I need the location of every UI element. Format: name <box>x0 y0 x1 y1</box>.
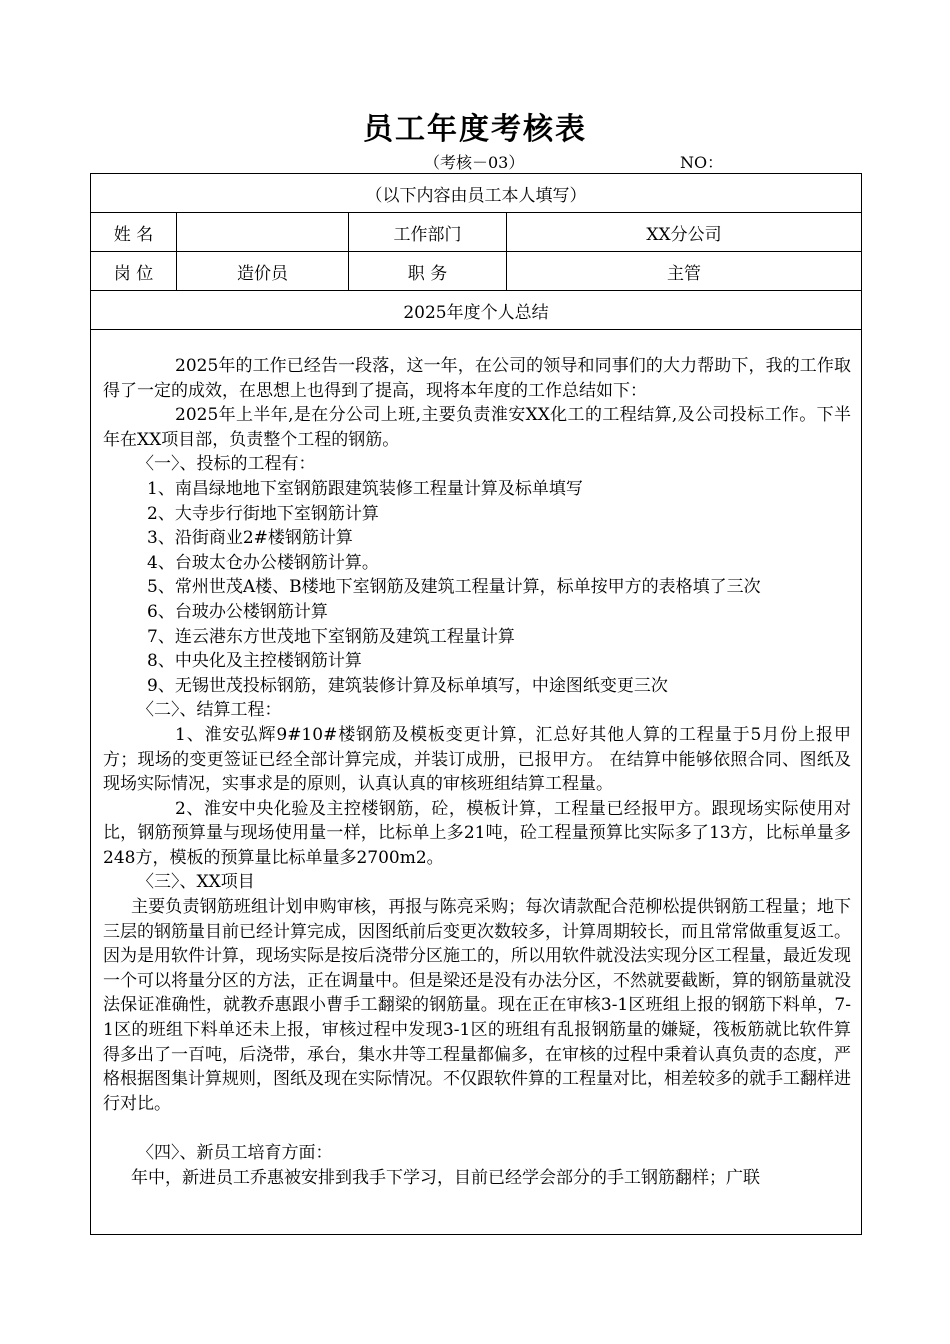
summary-title: 2025年度个人总结 <box>91 291 862 330</box>
list-item: 9、无锡世茂投标钢筋，建筑装修计算及标单填写，中途图纸变更三次 <box>147 675 668 696</box>
paragraph-project: 主要负责钢筋班组计划申购审核，再报与陈亮采购；每次请款配合范柳松提供钢筋工程量；地下三层的钢筋量目前已经计算完成，因图纸前后变更次数较多，计算周期较长，而且常常做重复返工。因为是用软件计算，现场实际是按后浇带分区施工的，所以用软件就没法实现分区工程量，最近发现一个可以将量分区的方法，正在调量中。但是梁还是没有办法分区，不然就要截断，算的钢筋量就没法保证准确性，就教乔惠跟小曹手工翻梁的钢筋量。现在正在审核3-1区班组上报的钢筋下料单，7-1区的班组下料单还未上报，审核过程中发现3-1区的班组有乱报钢筋量的嫌疑，筏板筋就比软件算得多出了一百吨，后浇带，承台，集水井等工程量都偏多，在审核的过程中秉着认真负责的态度，严格根据图集计算规则，图纸及现在实际情况。不仅跟软件算的工程量对比，相差较多的就手工翻样进行对比。 <box>103 897 851 1114</box>
form-code: （考核－03） <box>424 153 525 172</box>
list-item: 7、连云港东方世茂地下室钢筋及建筑工程量计算 <box>147 626 515 647</box>
list-item: 4、台玻太仓办公楼钢筋计算。 <box>147 552 379 573</box>
position-value[interactable]: 造价员 <box>177 252 349 291</box>
section-heading-training: 〈四〉、新员工培育方面： <box>137 1143 333 1163</box>
paragraph-training: 年中，新进员工乔惠被安排到我手下学习，目前已经学会部分的手工钢筋翻样；广联 <box>131 1167 760 1188</box>
paragraph-intro: 2025年的工作已经告一段落，这一年，在公司的领导和同事们的大力帮助下，我的工作取得了一定的成效，在思想上也得到了提高，现将本年度的工作总结如下： <box>103 356 851 401</box>
form-number-label: NO： <box>680 153 724 172</box>
name-value-field[interactable] <box>177 213 349 252</box>
section-heading-settlement: 〈二〉、结算工程： <box>137 700 282 721</box>
summary-text <box>91 330 861 1190</box>
paragraph-settlement-2: 2、淮安中央化验及主控楼钢筋，砼，模板计算，工程量已经报甲方。跟现场实际使用对比，钢筋预算量与现场使用量一样，比标单上多21吨，砼工程量预算比实际多了13方，比标单量多248方，模板的预算量比标单量多2700m2。 <box>103 798 851 868</box>
duty-value[interactable]: 主管 <box>507 252 862 291</box>
list-item: 8、中央化及主控楼钢筋计算 <box>147 651 362 672</box>
department-label: 工作部门 <box>349 213 507 252</box>
list-item: 2、大寺步行街地下室钢筋计算 <box>147 503 379 524</box>
list-item: 5、常州世茂A楼、B楼地下室钢筋及建筑工程量计算，标单按甲方的表格填了三次 <box>147 577 761 598</box>
summary-body-cell <box>91 330 862 1235</box>
list-item: 1、南昌绿地地下室钢筋跟建筑装修工程量计算及标单填写 <box>147 478 583 499</box>
list-item: 3、沿街商业2#楼钢筋计算 <box>147 528 353 549</box>
department-value[interactable]: XX分公司 <box>507 213 862 252</box>
appraisal-form-table <box>90 173 862 1235</box>
position-label: 岗 位 <box>91 252 177 291</box>
paragraph-first-half: 2025年上半年,是在分公司上班,主要负责淮安XX化工的工程结算,及公司投标工作。下半年在XX项目部，负责整个工程的钢筋。 <box>103 405 851 450</box>
section-heading-project: 〈三〉、XX项目 <box>137 872 255 893</box>
header-note: （以下内容由员工本人填写） <box>91 174 862 213</box>
name-label: 姓 名 <box>91 213 177 252</box>
section-heading-bidding: 〈一〉、投标的工程有： <box>137 454 316 475</box>
blank-line <box>103 1116 851 1141</box>
document-title: 员工年度考核表 <box>363 112 587 147</box>
list-item: 6、台玻办公楼钢筋计算 <box>147 601 328 622</box>
duty-label: 职 务 <box>349 252 507 291</box>
paragraph-settlement-1: 1、淮安弘辉9#10#楼钢筋及模板变更计算，汇总好其他人算的工程量于5月份上报甲方；现场的变更签证已经全部计算完成，并装订成册，已报甲方。 在结算中能够依照合同、图纸及现场实际情况，实事求是的原则，认真认真的审核班组结算工程量。 <box>103 724 851 795</box>
